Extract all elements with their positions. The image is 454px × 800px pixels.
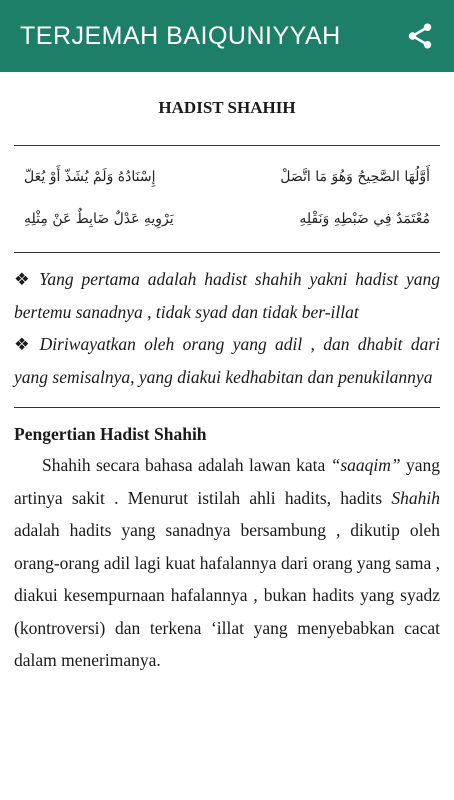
paragraph-text: Shahih secara bahasa adalah lawan kata <box>42 455 331 475</box>
verse-second-half: يَرْوِيهِ عَدْلٌ ضَابِطٌ عَنْ مِثْلِهِ <box>24 211 174 227</box>
divider <box>14 252 440 253</box>
translation-list <box>14 263 440 393</box>
verse-line <box>24 198 430 240</box>
definition-paragraph <box>14 449 440 677</box>
paragraph-text: adalah hadits yang sanadnya bersambung , dikutip oleh orang-orang adil lagi kuat hafalannya dari orang yang sama , diakui kesempurnaan hafalannya , bukan hadits yang syadz (kontroversi) dan terkena ‘illat yang menyebabkan cacat dalam menerimanya. <box>14 520 440 670</box>
verse-second-half: إِسْنَادُهُ وَلَمْ يُشَذّ أَوْ يُعَلّ <box>24 169 156 185</box>
document-title: HADIST SHAHIH <box>158 98 296 117</box>
verse-first-half: مُعْتَمَدٌ فِي ضَبْطِهِ وَنَقْلِهِ <box>299 211 430 227</box>
verse-first-half: أَوَّلُهَا الصَّحِيحُ وَهُوَ مَا اتَّصَلْ <box>280 169 430 185</box>
section-heading: Pengertian Hadist Shahih <box>14 424 207 444</box>
list-item <box>14 328 440 393</box>
divider <box>14 145 440 146</box>
list-item <box>14 263 440 328</box>
share-icon <box>405 21 435 51</box>
divider <box>14 407 440 408</box>
app-title: TERJEMAH BAIQUNIYYAH <box>20 21 341 50</box>
list-item-text: Yang pertama adalah hadist shahih yakni hadist yang bertemu sanadnya , tidak syad dan tidak ber-illat <box>14 269 440 322</box>
paragraph-text: yang artinya sakit . Menurut istilah ahli hadits, hadits <box>14 455 440 508</box>
italic-term: Shahih <box>391 487 440 508</box>
share-button[interactable] <box>400 16 440 56</box>
quoted-term: “saaqim” <box>330 455 401 475</box>
verse-block <box>14 156 440 240</box>
diamond-bullet-icon: ❖ <box>14 334 34 354</box>
diamond-bullet-icon: ❖ <box>14 269 34 289</box>
list-item-text: Diriwayatkan oleh orang yang adil , dan dhabit dari yang semisalnya, yang diakui kedhabitan dan penukilannya <box>14 334 440 387</box>
verse-line <box>24 156 430 198</box>
app-bar <box>0 0 454 72</box>
document-content[interactable] <box>0 72 454 800</box>
